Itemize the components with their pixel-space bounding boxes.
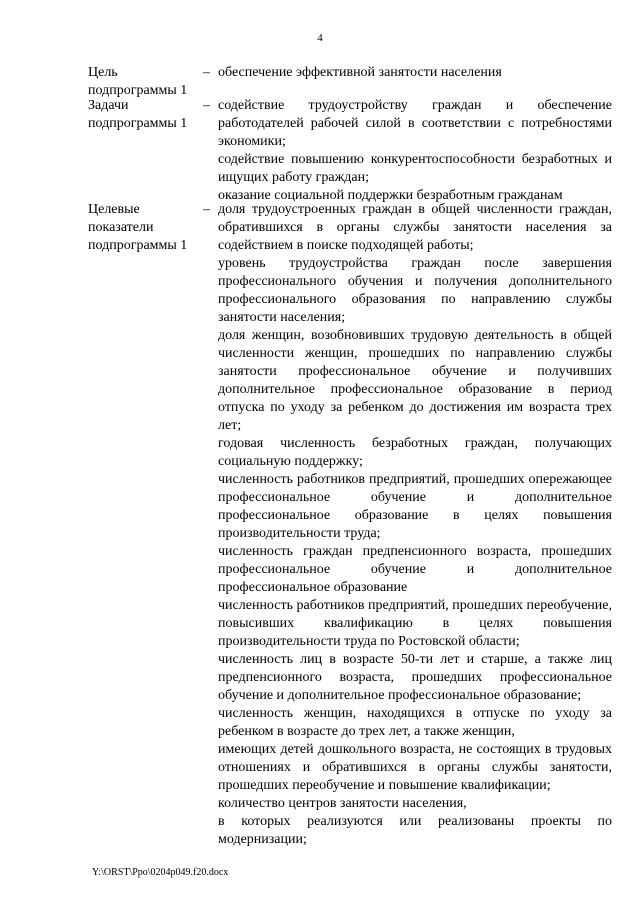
indicator-item: годовая численность безработных граждан, получающих социальную поддержку; — [218, 436, 612, 469]
goal-text: обеспечение эффективной занятости населения — [218, 65, 502, 80]
tasks-label: Задачи подпрограммы 1 — [88, 98, 188, 131]
indicator-item: численность работников предприятий, прошедших переобучение, повысивших квалификацию в целях повышения производительности труда по Ростовской области; — [218, 598, 612, 649]
goal-dash: – — [203, 65, 210, 80]
indicators-label: Целевые показатели подпрограммы 1 — [88, 202, 188, 253]
indicators-content — [218, 201, 612, 849]
indicators-row — [88, 201, 612, 849]
goal-row — [88, 64, 612, 98]
indicator-item: доля женщин, возобновивших трудовую деятельность в общей численности женщин, прошедших по направлению службы занятости профессиональное обучение и получивших дополнительное профессиональное образование в период отпуска по уходу за ребенком до достижения им возраста трех лет; — [218, 328, 612, 433]
indicator-item: имеющих детей дошкольного возраста, не состоящих в трудовых отношениях и обратившихся в органы службы занятости, прошедших переобучение и повышение квалификации; — [218, 742, 612, 793]
page-number: 4 — [317, 32, 323, 44]
tasks-content — [218, 97, 612, 205]
task-item: содействие трудоустройству граждан и обеспечение работодателей рабочей силой в соответствии с потребностями экономики; — [218, 98, 612, 149]
goal-content — [218, 64, 612, 82]
indicator-item: количество центров занятости населения, — [218, 796, 467, 811]
goal-label: Цель подпрограммы 1 — [88, 65, 188, 98]
indicator-item: численность работников предприятий, прошедших опережающее профессиональное обучение и дополнительное профессиональное образование в целях повышения производительности труда; — [218, 472, 612, 541]
task-item: содействие повышению конкурентоспособности безработных и ищущих работу граждан; — [218, 152, 612, 185]
indicator-item: численность женщин, находящихся в отпуске по уходу за ребенком в возрасте до трех лет, а также женщин, — [218, 706, 612, 739]
indicators-dash: – — [203, 202, 210, 217]
task-item: оказание социальной поддержки безработным гражданам — [218, 188, 563, 203]
indicator-item: в которых реализуются или реализованы проекты по модернизации; — [218, 814, 612, 847]
section-goal — [88, 64, 612, 98]
tasks-row — [88, 97, 612, 205]
indicator-item: численность лиц в возрасте 50-ти лет и старше, а также лиц предпенсионного возраста, прошедших профессиональное обучение и дополнительное профессиональное образование; — [218, 652, 612, 703]
indicator-item: доля трудоустроенных граждан в общей численности граждан, обратившихся в органы службы занятости населения за содействием в поиске подходящей работы; — [218, 202, 612, 253]
indicator-item: численность граждан предпенсионного возраста, прошедших профессиональное обучение и дополнительное профессиональное образование — [218, 544, 612, 595]
section-tasks — [88, 97, 612, 205]
indicator-item: уровень трудоустройства граждан после завершения профессионального обучения и получения дополнительного профессионального образования по направлению службы занятости населения; — [218, 256, 612, 325]
section-indicators — [88, 201, 612, 849]
tasks-dash: – — [203, 98, 210, 113]
footer-file-path: Y:\ORST\Ppo\0204p049.f20.docx — [92, 867, 229, 878]
